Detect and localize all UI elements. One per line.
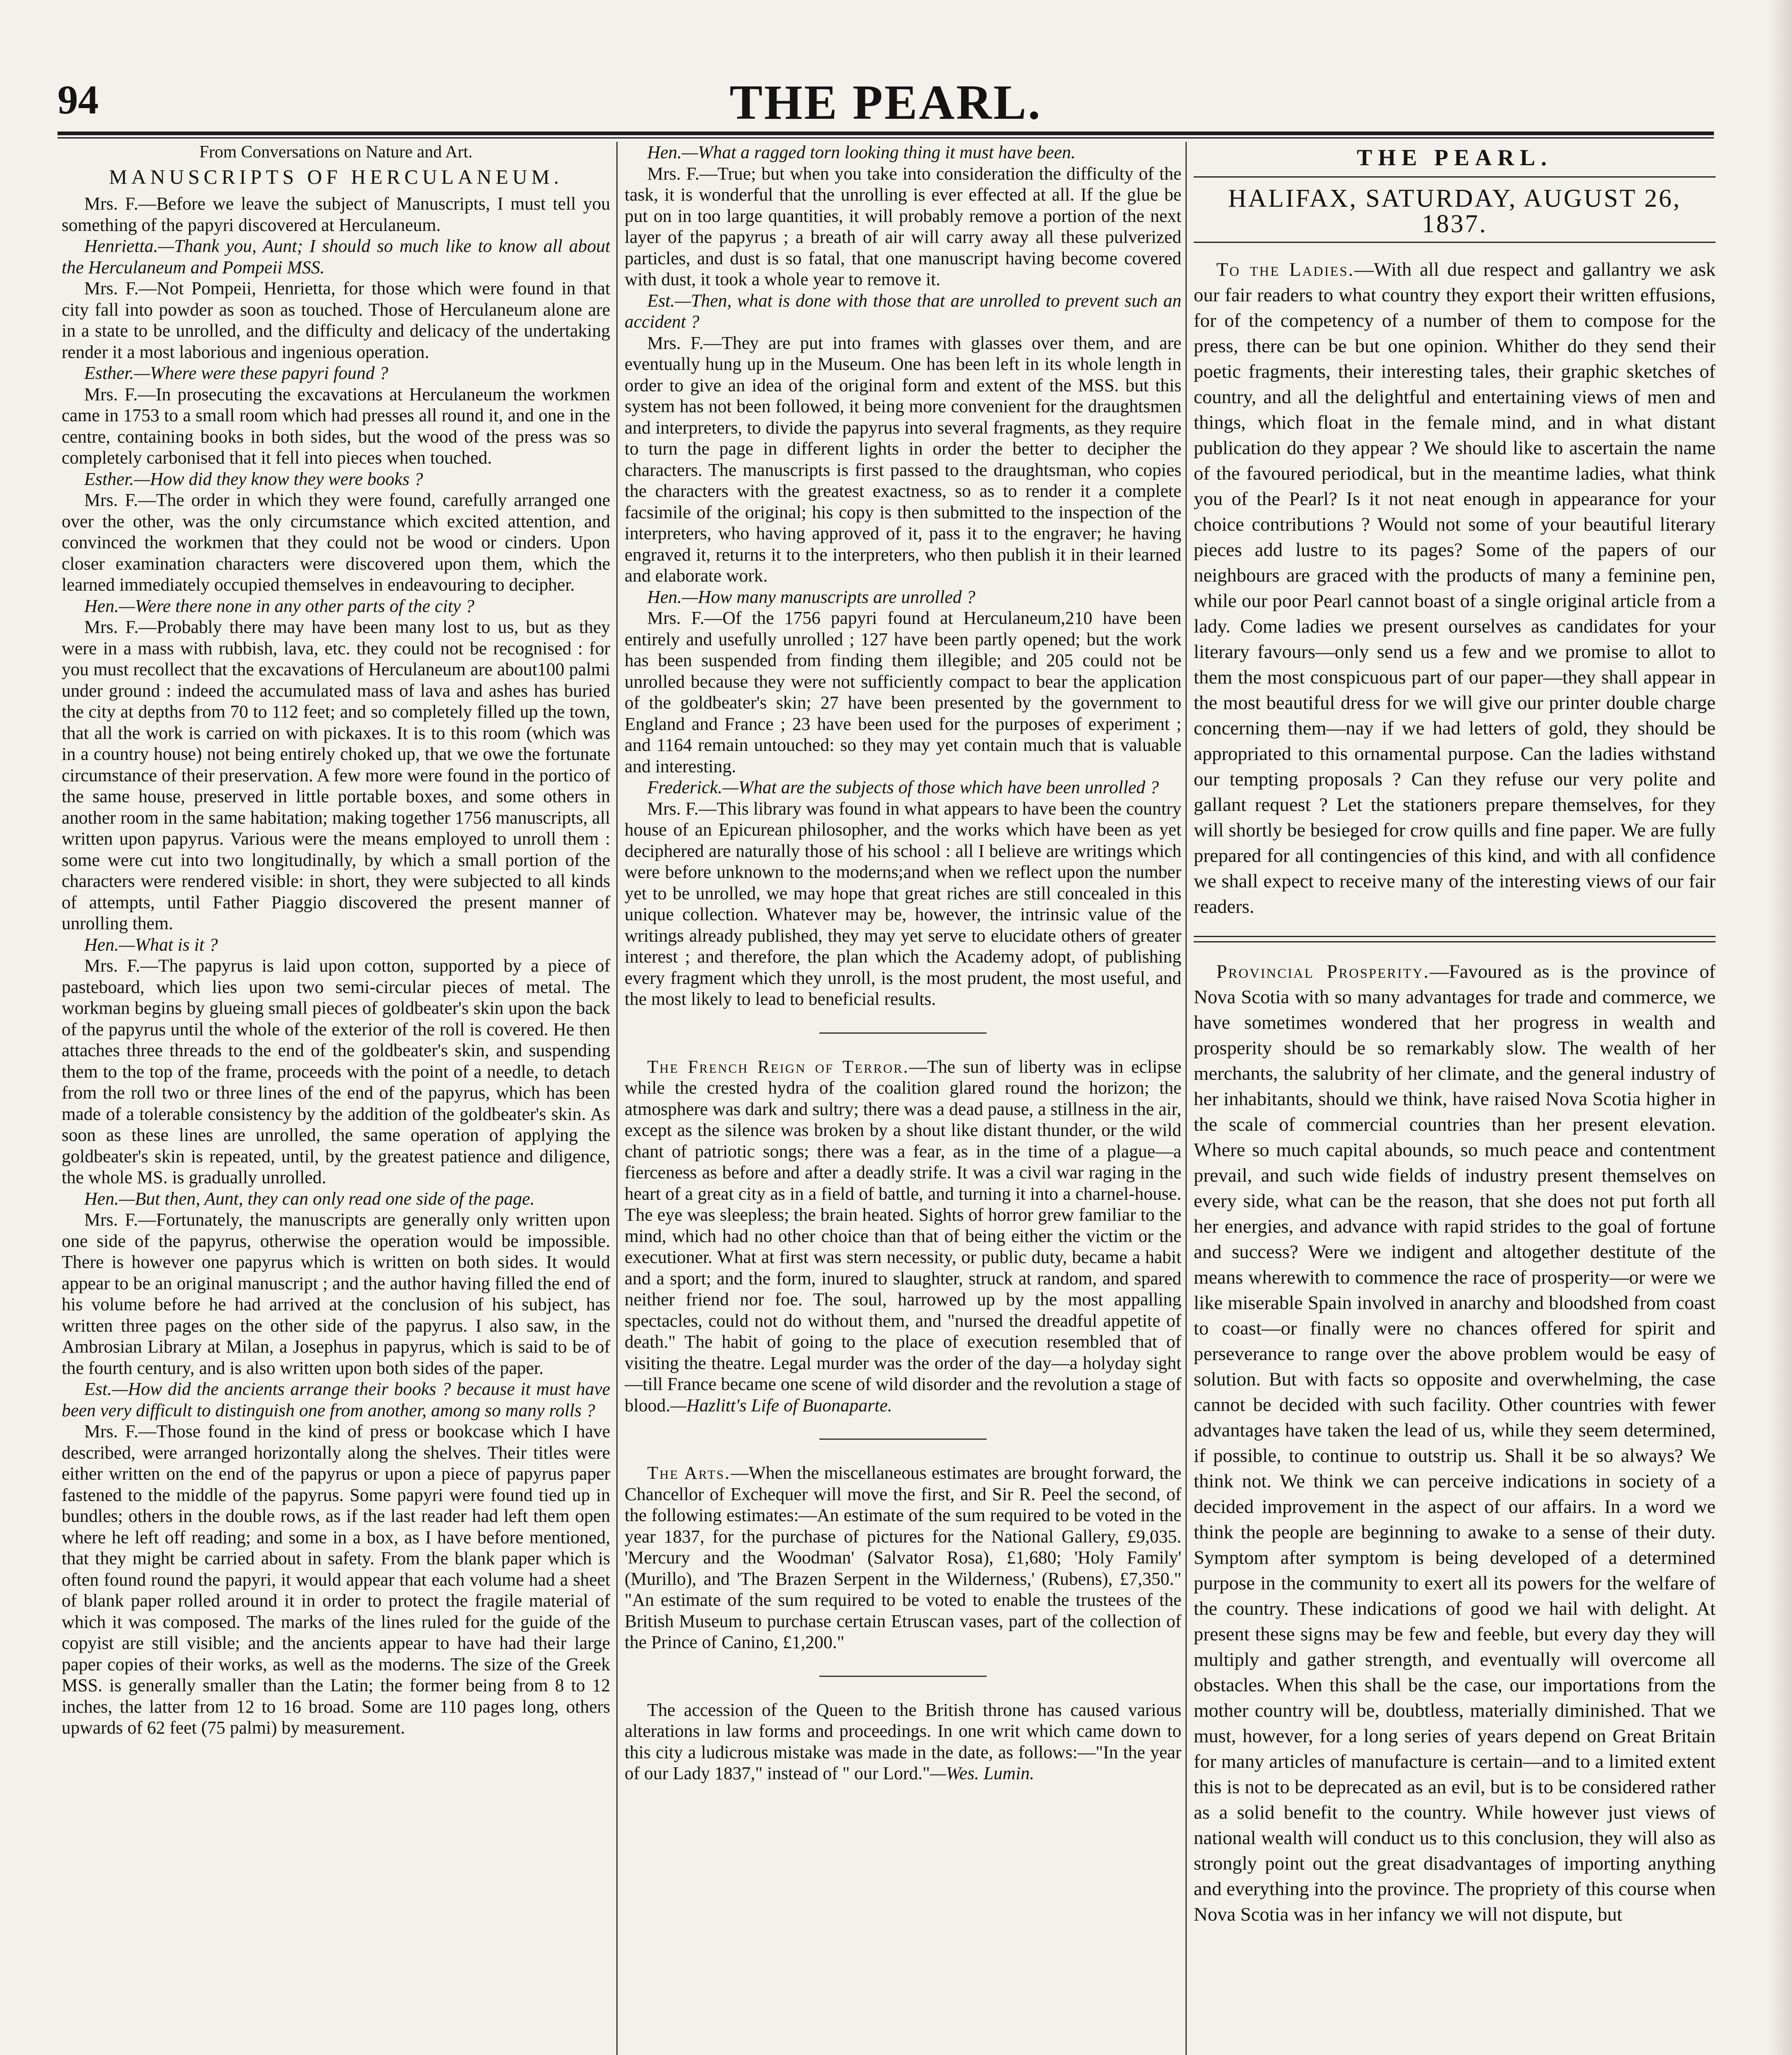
column-divider [1185, 142, 1187, 2055]
article-body [62, 193, 610, 1739]
page-header [58, 72, 1714, 134]
dialogue-paragraph: Mrs. F.—In prosecuting the excavations at Herculaneum the workmen came in 1753 to a small room which had presses all round it, and one in the centre, containing books in both sides, but the wood of the press was so completely carbonised that it fell into pieces when touched. [62, 384, 610, 468]
article-source: —Wes. Lumin. [930, 1763, 1034, 1783]
article-title: The French Reign of Terror. [647, 1056, 909, 1077]
article-body-continued [625, 142, 1181, 1010]
dialogue-paragraph: Mrs. F.—True; but when you take into consideration the difficulty of the task, it is wonderful that the unrolling is ever effected at all. If the glue be put on in too large quantities, it will probably remove a portion of the next layer of the papyrus ; a breath of air will carry away all these pulverized particles, and dust is so fatal, that one manuscript having become covered with dust, it took a whole year to remove it. [625, 163, 1181, 289]
dialogue-question: Hen.—Were there none in any other parts of the city ? [84, 596, 475, 616]
dialogue-question: Hen.—How many manuscripts are unrolled ? [647, 586, 976, 607]
page-edge-shadow [1767, 0, 1792, 2055]
article-title: The Arts. [647, 1463, 731, 1483]
dialogue-question: Esther.—How did they know they were books ? [84, 469, 423, 489]
dialogue-paragraph: Mrs. F.—Fortunately, the manuscripts are generally only written upon one side of the papyrus, otherwise the operation would be impossible. There is however one papyrus which is written on both sides. It would appear to be an original manuscript ; and the author having filled the end of his volume before he had arrived at the conclusion of his subject, has written three pages on the other side of the papyrus. I also saw, in the Ambrosian Library at Milan, a Josephus in papyrus, which is said to be of the fourth century, and is also written upon both sides of the paper. [62, 1210, 610, 1378]
article-text: The accession of the Queen to the British throne has caused various alterations in law forms and proceedings. In one writ which came down to this city a ludicrous mistake was made in the date, as follows:—"In the year of our Lady 1837," instead of " our Lord." [625, 1699, 1181, 1783]
dialogue-question: Est.—Then, what is done with those that are unrolled to prevent such an accident ? [625, 290, 1181, 332]
article-title: To the Ladies. [1216, 259, 1355, 280]
dialogue-paragraph: Mrs. F.—The order in which they were found, carefully arranged one over the other, was the only circumstance which excited attention, and convinced the workmen that they could not be wood or cinders. Upon closer examination characters were discovered upon them, which the learned immediately occupied themselves in endeavouring to decipher. [62, 490, 610, 595]
dialogue-paragraph: Mrs. F.—Probably there may have been many lost to us, but as they were in a mass with rubbish, lava, etc. they could not be recognised : for you must recollect that the excavations of Herculaneum are about100 palmi under ground : indeed the accumulated mass of lava and ashes has buried the city at depths from 70 to 112 feet; and so completely filled up the town, that all the work is carried on with pickaxes. It is to this room (which was in a country house) not being entirely choked up, that we owe the fortunate circumstance of their preservation. A few more were found in the portico of the same house, preserved in little portable boxes, and some others in another room in the same habitation; making together 1756 manuscripts, all written upon papyrus. Various were the means employed to unroll them : some were cut into two longitudinally, by which a small portion of the characters were rendered visible: in short, they were subjected to all kinds of attempts, until Father Piaggio discovered the present manner of unrolling them. [62, 617, 610, 933]
dialogue-question: Esther.—Where were these papyri found ? [84, 363, 388, 383]
column-1 [62, 142, 610, 2055]
article-divider [819, 1676, 987, 1677]
article-french-reign [625, 1056, 1181, 1416]
article-to-the-ladies [1194, 257, 1716, 919]
dialogue-question: Hen.—But then, Aunt, they can only read one side of the page. [84, 1188, 535, 1209]
dialogue-paragraph: Mrs. F.—Before we leave the subject of Manuscripts, I must tell you something of the papyri discovered at Herculaneum. [62, 194, 610, 235]
dialogue-question: Frederick.—What are the subjects of those which have been unrolled ? [647, 777, 1159, 797]
dialogue-paragraph: Mrs. F.—Of the 1756 papyri found at Herculaneum,210 have been entirely and usefully unrolled ; 127 have been partly opened; but the work has been suspended from finding them illegible; and 205 could not be unrolled because they were not sufficiently compact to bear the application of the goldbeater's skin; 27 have been presented by the government to England and France ; 23 have been used for the purposes of experiment ; and 1164 remain untouched: so they may yet contain much that is valuable and interesting. [625, 608, 1181, 776]
article-accession [625, 1699, 1181, 1784]
article-divider [819, 1032, 987, 1034]
article-source: —Hazlitt's Life of Buonaparte. [670, 1395, 893, 1415]
column-divider [616, 142, 618, 2055]
journal-title: THE PEARL. [729, 75, 1042, 129]
dialogue-paragraph: Mrs. F.—This library was found in what appears to have been the country house of an Epicurean philosopher, and the works which have been as yet deciphered are naturally those of his school : all I believe are writings which were before unknown to the moderns;and when we reflect upon the number yet to be unrolled, we may hope that great riches are still concealed in this unique collection. Whatever may be, however, the intrinsic value of the writings already published, they may yet serve to elucidate others of greater interest ; and therefore, the plan which the Academy adopt, of publishing every fragment which they unroll, is the most prudent, the most useful, and the most likely to lead to beneficial results. [625, 798, 1181, 1009]
column-3 [1194, 142, 1716, 2055]
article-text: —Favoured as is the province of Nova Scotia with so many advantages for trade and commerce, we have sometimes wondered that her progress in wealth and prosperity should be so remarkably slow. The wealth of her merchants, the salubrity of her climate, and the general industry of her inhabitants, should we think, have raised Nova Scotia higher in the scale of commercial countries than her present elevation. Where so much capital abounds, so much peace and contentment prevail, and such wide fields of industry present themselves on every side, what can be the reason, that she does not put forth all her energies, and advance with rapid strides to the goal of fortune and success? Were we indigent and altogether destitute of the means wherewith to commence the race of prosperity—or were we like miserable Spain involved in anarchy and bloodshed from coast to coast—or finally were no chances offered for spirit and perseverance to range over the above problem would be easy of solution. But with facts so opposite and overwhelming, the case cannot be decided with such facility. Other countries with fewer advantages have taken the lead of us, while they seem determined, if possible, to continue to outstrip us. Shall it be so always? We think not. We think we can perceive indications in society of a decided improvement in the aspect of our affairs. In a word we think the people are beginning to awake to a sense of their duty. Symptom after symptom is being developed of a determined purpose in the community to exert all its powers for the welfare of the country. These indications of good we hail with delight. At present these signs may be few and feeble, but every day they will multiply and gather strength, and eventually will overcome all obstacles. When this shall be the case, our importations from the mother country will be, doubtless, materially diminished. That we must, however, for a long series of years depend on Great Britain for many articles of manufacture is certain—and to a limited extent this is not to be deprecated as an evil, but is to be considered rather as a solid benefit to the country. While however just views of national wealth will conduct us to this conclusion, they will also as strongly point out the great disadvantages of importing anything and everything into the province. The propriety of this course when Nova Scotia was in her infancy we will not dispute, but [1194, 961, 1716, 1925]
article-divider [1194, 936, 1716, 942]
dialogue-question: Henrietta.—Thank you, Aunt; I should so much like to know all about the Herculaneum and Pompeii MSS. [62, 236, 610, 277]
article-provincial-prosperity [1194, 959, 1716, 1927]
dialogue-question: Hen.—What a ragged torn looking thing it must have been. [647, 142, 1076, 162]
source-line: From Conversations on Nature and Art. [199, 143, 473, 162]
dialogue-paragraph: Mrs. F.—The papyrus is laid upon cotton, supported by a piece of pasteboard, which lies upon two semi-circular pieces of metal. The workman begins by glueing small pieces of goldbeater's skin upon the back of the papyrus until the whole of the exterior of the roll is covered. He then attaches three threads to the end of the goldbeater's skin, and suspending them to the top of the frame, proceeds with the point of a needle, to detach from the roll two or three lines of the end of the papyrus, which has been made of a tolerable consistency by the addition of the goldbeater's skin. As soon as these lines are unrolled, the same operation of applying the goldbeater's skin is repeated, until, by the greatest patience and diligence, the whole MS. is gradually unrolled. [62, 956, 610, 1187]
article-text: —With all due respect and gallantry we ask our fair readers to what country they export their written effusions, for of the competency of a number of them to compose for the press, there can be but one opinion. Whither do they send their poetic fragments, their interesting tales, their graphic sketches of country, and all the delightful and entertaining views of men and things, which float in the female mind, and in what distant publication do they appear ? We should like to ascertain the name of the favoured periodical, but in the meantime ladies, what think you of the Pearl? Is it not neat enough in appearance for your choice contributions ? Would not some of your beautiful literary pieces add lustre to its pages? Some of the papers of our neighbours are graced with the products of many a feminine pen, while our poor Pearl cannot boast of a single original article from a lady. Come ladies we present ourselves as candidates for your literary favours—only send us a few and we promise to allot to them the most conspicuous part of our paper—they shall appear in the most beautiful dress for we will give our printer double charge concerning them—nay if we had letters of gold, they should be appropriated to this ornamental purpose. Can the ladies withstand our tempting proposals ? Can they refuse our very polite and gallant request ? Let the stationers prepare themselves, for they will shortly be besieged for crow quills and fine paper. We are fully prepared for all contingencies of this kind, and with all confidence we shall expect to receive many of the interesting views of our fair readers. [1194, 259, 1716, 917]
header-rule-thin [58, 137, 1714, 139]
dialogue-paragraph: Mrs. F.—They are put into frames with glasses over them, and are eventually hung up in the Museum. One has been left in its whole length in order to give an idea of the original form and extent of the MSS. but this system has not been followed, it being more convenient for the draughtsmen and interpreters, to divide the papyrus into several fragments, as they require to turn the page in different lights in order the better to decipher the characters. The manuscripts is first passed to the draughtsman, who copies the characters with the greatest exactness, so as to render it a complete facsimile of the original; his copy is then submitted to the inspection of the interpreters, who having approved of it, pass it to the engraver; he having engraved it, returns it to the interpreters, who then publish it in their learned and elaborate work. [625, 332, 1181, 586]
article-arts [625, 1462, 1181, 1653]
article-title: Provincial Prosperity. [1216, 961, 1430, 982]
article-text: —When the miscellaneous estimates are brought forward, the Chancellor of Exchequer will move the first, and Sir R. Peel the second, of the following estimates:—An estimate of the sum required to be voted in the year 1837, for the purchase of pictures for the National Gallery, £9,035. 'Mercury and the Woodman' (Salvator Rosa), £1,680; 'Holy Family' (Murillo), and 'The Brazen Serpent in the Wilderness,' (Rubens), £7,350." "An estimate of the sum required to be voted to enable the trustees of the British Museum to purchase certain Etruscan vases, part of the collection of the Prince of Canino, £1,200." [625, 1463, 1181, 1652]
header-rule [58, 132, 1714, 135]
dialogue-question: Hen.—What is it ? [84, 934, 218, 955]
dialogue-paragraph: Mrs. F.—Those found in the kind of press or bookcase which I have described, were arranged horizontally along the shelves. Their titles were either written on the end of the papyrus or upon a piece of papyrus paper fastened to the middle of the papyrus. Some papyri were found tied up in bundles; others in the double rows, as if the last reader had left them open where he left off reading; and some in a box, as I have before mentioned, that they might be carried about in safety. From the blank paper which is often found round the papyri, it would appear that each volume had a sheet of blank paper rolled around it in order to protect the fragile material of which it was composed. The marks of the lines ruled for the guide of the copyist are still visible; and the ancients appear to have had their large paper copies of their works, as well as the moderns. The size of the Greek MSS. is generally smaller than the Latin; the former being from 8 to 12 inches, the latter from 12 to 16 broad. Some are 110 pages long, others upwards of 62 feet (75 palmi) by measurement. [62, 1421, 610, 1738]
section-title: MANUSCRIPTS OF HERCULANEUM. [109, 165, 563, 188]
article-text: —The sun of liberty was in eclipse while the crested hydra of the coalition glared round the horizon; the atmosphere was dark and sultry; there was a dead pause, a stillness in the air, except as the silence was broken by a shout like distant thunder, or the wild chant of patriotic songs; there was a fear, as in the time of a plague—a fierceness as before and after a deadly strife. It was a civil war raging in the heart of a great city as in a field of battle, and turning it into a charnel-house. The eye was sleepless; the brain heated. Sights of horror grew familiar to the mind, which had no other choice than that of being either the victim or the executioner. What at first was stern necessity, or public duty, became a habit and a sport; and the form, inured to slaughter, struck at random, and spared neither friend nor foe. The soul, harrowed up by the most appalling spectacles, could not do without them, and "nursed the dreadful appetite of death." The habit of going to the place of execution resembled that of visiting the theatre. Legal murder was the order of the day—a holyday sight—till France became one scene of wild disorder and the revolution a stage of blood. [625, 1056, 1181, 1415]
dateline: HALIFAX, SATURDAY, AUGUST 26, 1837. [1194, 176, 1716, 243]
editorial-masthead: THE PEARL. [1356, 145, 1553, 171]
dialogue-question: Est.—How did the ancients arrange their books ? because it must have been very difficult to distinguish one from another, among so many rolls ? [62, 1379, 610, 1420]
article-divider [819, 1438, 987, 1440]
column-2 [625, 142, 1181, 2055]
page-number: 94 [58, 77, 99, 122]
dialogue-paragraph: Mrs. F.—Not Pompeii, Henrietta, for those which were found in that city fall into powder as soon as touched. Those of Herculaneum alone are in a state to be unrolled, and the difficulty and delicacy of the undertaking render it a most laborious and ingenious operation. [62, 278, 610, 362]
